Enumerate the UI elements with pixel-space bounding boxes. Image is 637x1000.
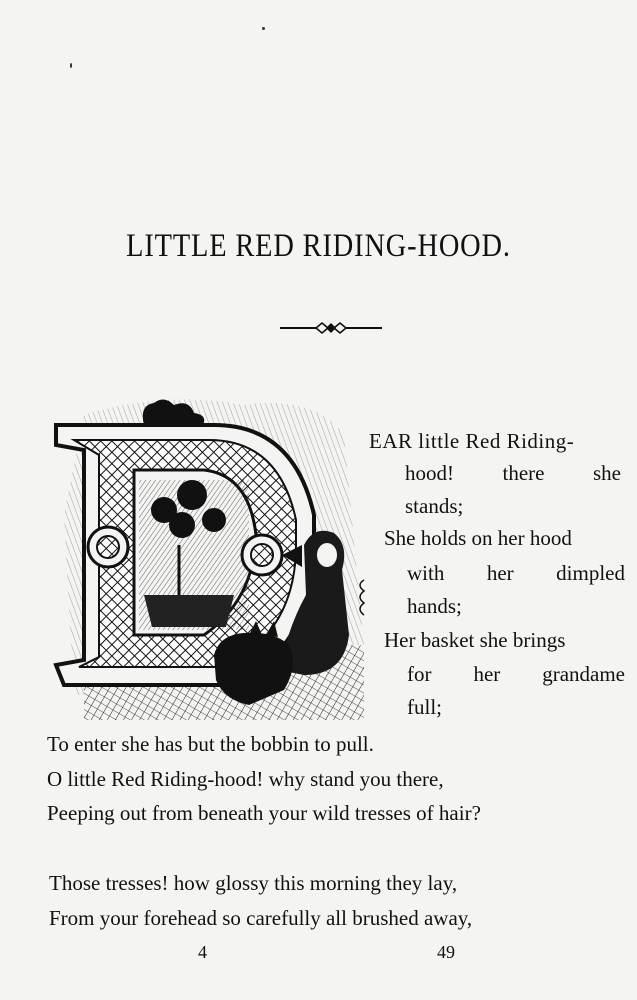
- poem-line: Those tresses! how glossy this morning they lay,: [49, 871, 458, 895]
- page-title: LITTLE RED RIDING-HOOD.: [126, 228, 511, 264]
- poem-line: stands;: [405, 494, 464, 518]
- signature-mark: 4: [198, 942, 207, 962]
- poem-line: hands;: [407, 594, 462, 618]
- poem-line: She holds on her hood: [384, 526, 572, 550]
- poem-line: To enter she has but the bobbin to pull.: [47, 732, 374, 756]
- page-number: 49: [437, 942, 455, 962]
- poem-line: From your forehead so carefully all brushed away,: [49, 906, 473, 930]
- poem-line: Peeping out from beneath your wild tresses of hair?: [47, 801, 481, 825]
- poem-line: O little Red Riding-hood! why stand you there,: [47, 767, 444, 791]
- print-speck: [262, 27, 265, 30]
- poem-line: for her grandame: [407, 662, 625, 686]
- poem-line: full;: [407, 695, 442, 719]
- poem-line: Her basket she brings: [384, 628, 566, 652]
- initial-letter-d-illustration-icon: [44, 395, 374, 720]
- poem-line: EAR little Red Riding-: [369, 429, 575, 453]
- poem-line: hood! there she: [405, 461, 621, 485]
- diamond-rule-ornament-icon: [280, 321, 382, 335]
- print-speck: [70, 63, 72, 68]
- poem-line: with her dimpled: [407, 561, 625, 585]
